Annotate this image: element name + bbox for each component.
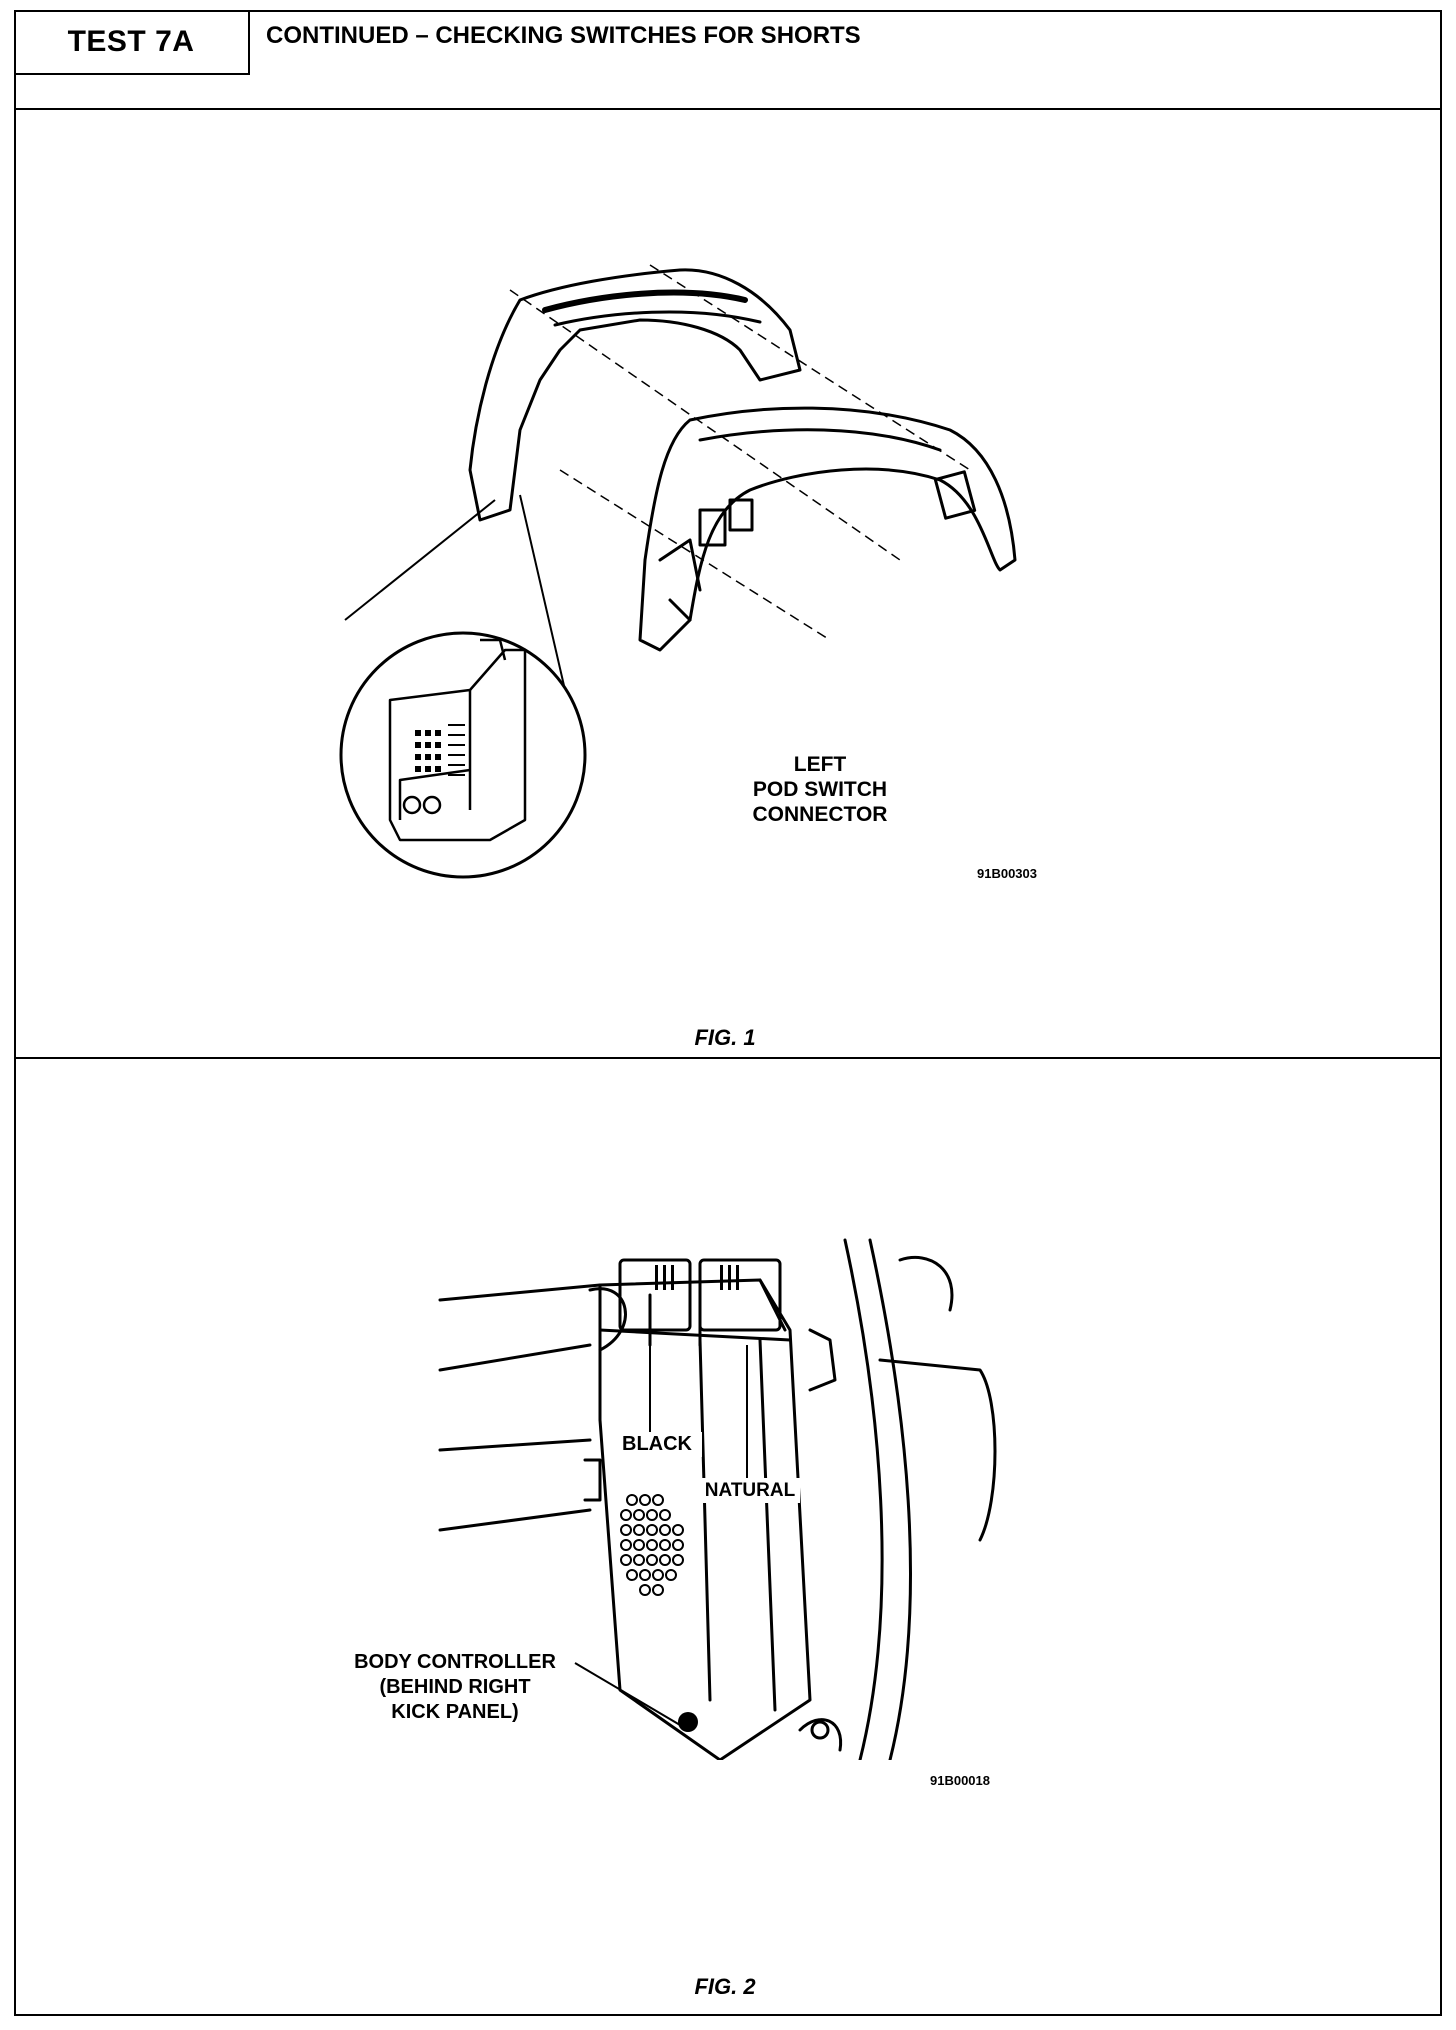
figure2-caption: FIG. 2 bbox=[694, 1974, 756, 1999]
figure1-reference-code: 91B00303 bbox=[977, 866, 1037, 881]
steering-column-shroud-illustration bbox=[300, 240, 1060, 920]
page-title: CONTINUED – CHECKING SWITCHES FOR SHORTS bbox=[266, 22, 861, 49]
figure2-reference-code: 91B00018 bbox=[930, 1773, 990, 1788]
left-pod-switch-connector-callout: LEFT POD SWITCH CONNECTOR bbox=[752, 753, 888, 826]
header-divider bbox=[14, 108, 1442, 110]
test-id-box bbox=[14, 10, 250, 75]
figure1-caption: FIG. 1 bbox=[694, 1025, 756, 1050]
body-controller-callout: BODY CONTROLLER (BEHIND RIGHT KICK PANEL) bbox=[354, 1651, 556, 1723]
figure-divider bbox=[14, 1057, 1442, 1059]
test-id: TEST 7A bbox=[67, 24, 195, 58]
black-connector-label: BLACK bbox=[612, 1432, 702, 1457]
natural-connector-label: NATURAL bbox=[700, 1478, 800, 1503]
